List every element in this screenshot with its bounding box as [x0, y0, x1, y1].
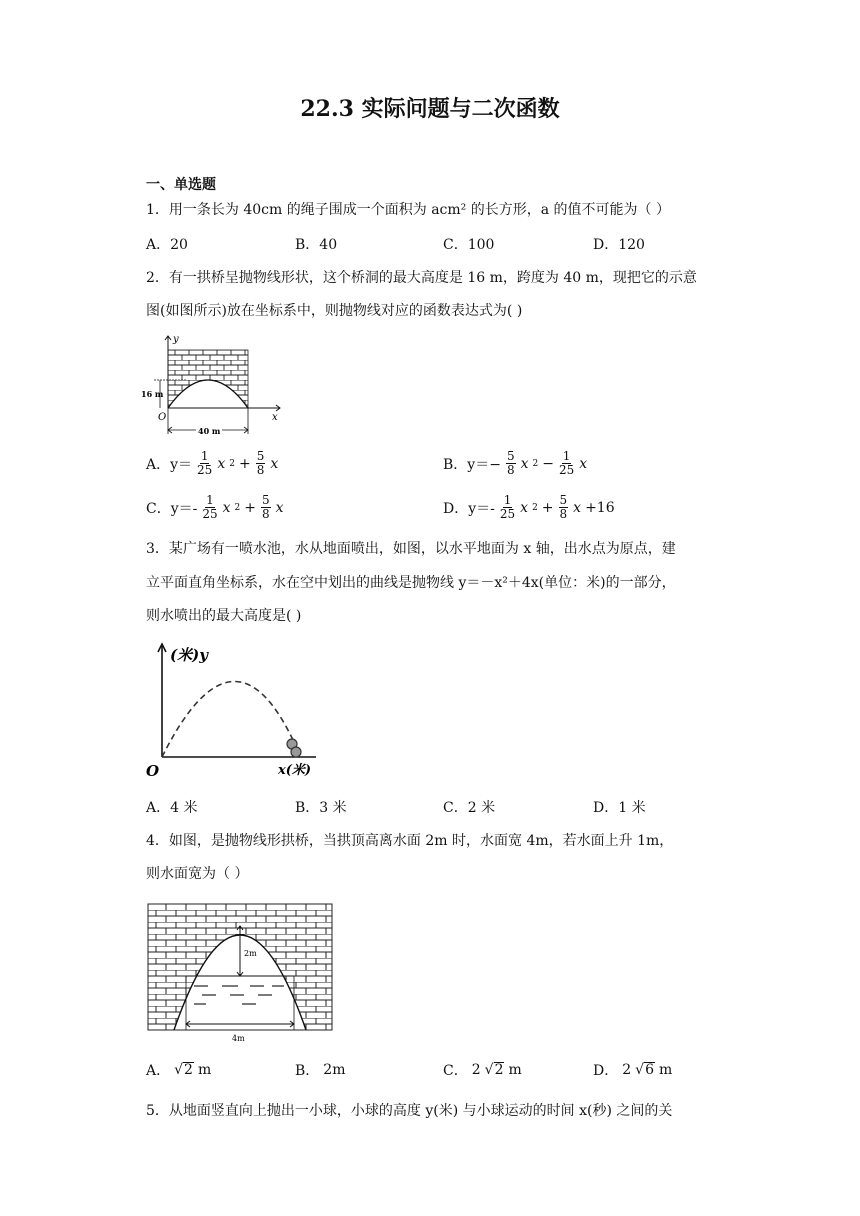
radical-sign: √ [635, 1062, 645, 1078]
sqrt-expression [174, 1062, 194, 1078]
exponent: 2 [229, 458, 235, 469]
frac-num: 1 [503, 493, 512, 507]
q3-text-line3: 则水喷出的最大高度是( ) [146, 608, 302, 624]
var-x: x [573, 499, 582, 516]
arch-bridge-water-figure [146, 898, 336, 1048]
radical-sign: √ [484, 1062, 494, 1078]
q1-option-d[interactable]: D．120 [593, 237, 645, 253]
q1-options [146, 234, 726, 262]
frac-den: 8 [559, 507, 568, 521]
frac-num: 5 [256, 449, 265, 463]
radicand: 2 [184, 1062, 193, 1078]
fountain-figure [140, 640, 320, 782]
var-x: x [222, 499, 231, 516]
unit: m [197, 1062, 212, 1078]
q5-text-line1: 5．从地面竖直向上抛出一小球，小球的高度 y(米) 与小球运动的时间 x(秒) 之间的关 [146, 1103, 673, 1119]
operator: − [542, 455, 554, 472]
frac-num: 1 [562, 449, 571, 463]
q2-text-line2: 图(如图所示)放在坐标系中，则抛物线对应的函数表达式为( ) [146, 303, 523, 319]
q4-option-b[interactable] [295, 1060, 345, 1080]
var-x: x [579, 455, 588, 472]
q4-text-line1: 4．如图，是抛物线形拱桥，当拱顶高离水面 2m 时，水面宽 4m，若水面上升 1m， [146, 833, 674, 849]
constant-term: +16 [585, 499, 615, 516]
q4-option-d[interactable] [593, 1060, 672, 1080]
q2-fig-origin: O [158, 412, 167, 423]
q2-fig-x-label: x [272, 412, 278, 423]
frac-num: 1 [200, 449, 209, 463]
q4-option-d-label: D． [593, 1063, 619, 1079]
q2-option-d-label: D．y＝- [443, 500, 495, 517]
q3-option-c[interactable]: C．2 米 [443, 800, 496, 816]
q3-text-line1: 3．某广场有一喷水池，水从地面喷出，如图，以水平地面为 x 轴，出水点为原点，建 [146, 541, 676, 557]
q4-text-line2: 则水面宽为（ ） [146, 866, 249, 882]
var-x: x [217, 455, 226, 472]
q3-fig-origin: O [146, 762, 160, 780]
q3-fig-y-label: (米)y [170, 646, 208, 664]
q1-option-b[interactable]: B．40 [295, 237, 338, 253]
sqrt-expression [635, 1062, 655, 1078]
radicand: 6 [645, 1062, 654, 1078]
frac-den: 25 [197, 463, 213, 477]
q2-fig-width-label: 40 m [198, 426, 221, 436]
coefficient: 2 [471, 1062, 481, 1078]
operator: + [244, 499, 257, 516]
q4-option-c-label: C． [443, 1063, 468, 1079]
exponent: 2 [234, 502, 241, 513]
frac-num: 5 [262, 493, 270, 507]
q4-option-b-label: B． [295, 1063, 320, 1079]
sqrt-expression [485, 1062, 505, 1078]
q2-b-frac2 [559, 450, 574, 477]
q2-option-b[interactable] [443, 450, 587, 477]
radical-sign: √ [174, 1062, 184, 1078]
q2-b-frac1 [506, 450, 516, 477]
unit: m [659, 1062, 673, 1078]
unit: m [508, 1062, 522, 1078]
frac-num: 5 [559, 493, 568, 507]
frac-den: 25 [499, 507, 516, 521]
bridge-arch-figure [140, 330, 290, 442]
q2-fig-height-label: 16 m [141, 389, 164, 399]
frac-den: 25 [202, 507, 218, 521]
frac-num: 1 [206, 493, 214, 507]
q2-option-b-label: B．y＝− [443, 456, 501, 473]
q2-text-line1: 2．有一拱桥呈抛物线形状，这个桥洞的最大高度是 16 m，跨度为 40 m，现把它的示意 [146, 270, 697, 286]
q3-option-b[interactable]: B．3 米 [295, 800, 347, 816]
q4-fig-width-label: 4m [232, 1034, 245, 1043]
q1-option-c[interactable]: C．100 [443, 237, 495, 253]
section-heading: 一、单选题 [146, 177, 216, 193]
operator: + [541, 499, 554, 516]
q2-a-frac2 [256, 450, 266, 477]
q2-option-d[interactable] [443, 494, 615, 521]
q4-option-b-value: 2m [323, 1062, 346, 1078]
q2-c-frac1 [202, 494, 217, 521]
frac-den: 8 [256, 463, 265, 477]
exponent: 2 [532, 502, 538, 513]
q2-fig-y-label: y [173, 334, 179, 345]
q4-option-a[interactable] [146, 1060, 211, 1080]
q1-text: 1．用一条长为 40cm 的绳子围成一个面积为 acm² 的长方形，a 的值不可能为（ ） [146, 202, 670, 218]
var-x: x [275, 499, 284, 516]
q4-option-c[interactable] [443, 1060, 522, 1080]
exponent: 2 [532, 458, 539, 469]
q2-c-frac2 [261, 494, 271, 521]
coefficient: 2 [622, 1062, 632, 1078]
var-x: x [520, 499, 529, 516]
q2-option-c-label: C．y＝- [146, 500, 198, 517]
q3-options [146, 797, 726, 825]
frac-num: 5 [506, 449, 515, 463]
operator: + [238, 455, 251, 472]
q2-option-a-label: A．y＝ [146, 456, 193, 473]
q3-fig-x-label: x(米) [278, 763, 312, 778]
document-title: 22.3 实际问题与二次函数 [300, 96, 560, 122]
q2-d-frac2 [559, 494, 569, 521]
q1-option-a[interactable]: A．20 [146, 237, 188, 253]
frac-den: 25 [558, 463, 575, 477]
var-x: x [520, 455, 529, 472]
q2-a-frac1 [197, 450, 212, 477]
frac-den: 8 [262, 507, 270, 521]
q2-option-a[interactable] [146, 450, 278, 477]
q3-option-d[interactable]: D．1 米 [593, 800, 646, 816]
q4-options [146, 1060, 726, 1088]
q3-option-a[interactable]: A．4 米 [146, 800, 198, 816]
frac-den: 8 [506, 463, 515, 477]
q2-options-row1 [146, 450, 726, 484]
var-x: x [270, 455, 279, 472]
q3-text-line2: 立平面直角坐标系，水在空中划出的曲线是抛物线 y＝－x²＋4x(单位：米)的一部分， [146, 575, 676, 591]
q2-option-c[interactable] [146, 494, 284, 521]
q2-options-row2 [146, 494, 726, 528]
q4-option-a-label: A． [146, 1063, 171, 1079]
q2-d-frac1 [500, 494, 515, 521]
q4-fig-height-label: 2m [244, 949, 257, 958]
radicand: 2 [494, 1062, 504, 1078]
